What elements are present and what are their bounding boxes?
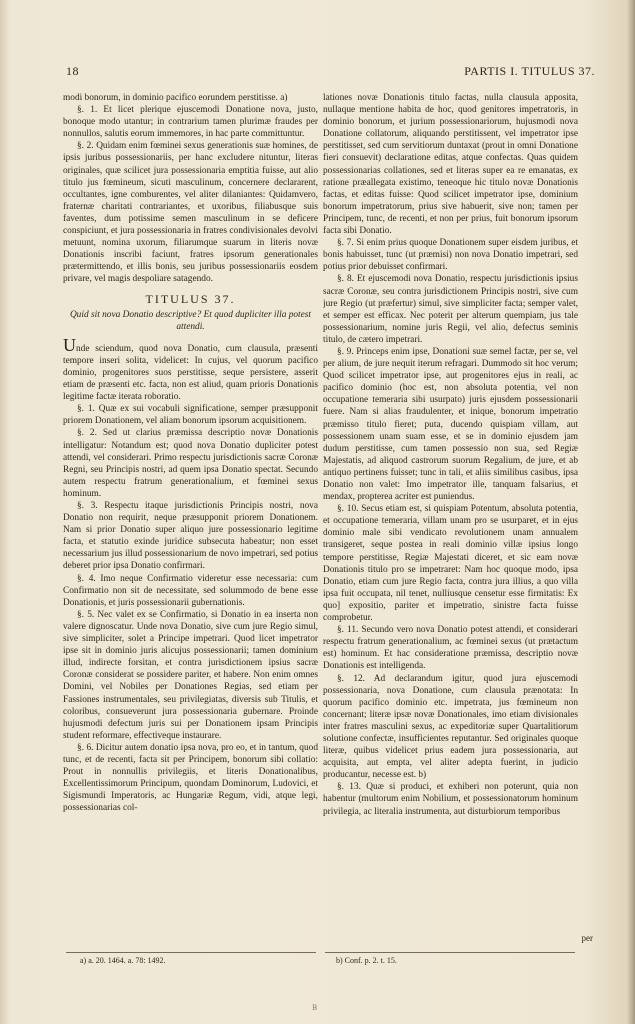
footnote-left: a) a. 20. 1464. a. 78: 1492. — [80, 956, 166, 965]
section-subtitle: Quid sit nova Donatio descriptive? Et quod dupliciter illa potest attendi. — [69, 309, 312, 332]
catchword: per — [581, 933, 593, 943]
paragraph: §. 11. Secundo vero nova Donatio potest attendi, et considerari respectu fratrum generationalium, ac fœminei sexus (ut prætactum est) hominum. Et hac consideratione præmissa, descriptio novæ Donationis est intelligenda. — [323, 625, 578, 672]
paragraph: §. 1. Et licet plerique ejuscemodi Donatione nova, justo, bonoque modo utantur; in contrarium tamen plurimæ fraudes per nonnullos, salutis eorum immemores, in hac parte committuntur. — [63, 105, 318, 140]
paragraph: §. 6. Dicitur autem donatio ipsa nova, pro eo, et in tantum, quod tunc, et de recenti, facta sit per Principem, bonorum sibi collatio: Prout in nonnullis privilegiis, et literis Donationalibus, Excellentissimorum Principum, quondam Dominorum, Ludovici, et Sigismundi Imperatoris, ac Hungariæ Regum, vidi, atque legi, possessionarias col- — [63, 742, 318, 814]
paragraph: lationes novæ Donationis titulo factas, nulla clausula apposita, nullaque mentione habita de hoc, quod genitores impetratoris, in dominio bonorum, et jurium possessionariorum, hujusmodi nova Donatione collatorum, aliquando perstitissent, vel impetrator ipse perstitisset, sed cum servitiorum duntaxat (prout in omni Donatione fieri consuevit) declaratione editas, atque confectas. Quas quidem possessionarias collationes, sed et literas super ea re emanatas, ex ratione præallegata existimo, teneoque hic titulo novæ Donationis factas, et editas fuisse: Quod scilicet impetrator ipse, dominium bonorum impetratorum, prius sive habuerit, sive non; tamen per Principem, tunc, de recenti, et non per prius, fuit bonorum ipsorum facta sibi Donatio. — [323, 93, 578, 237]
opening-paragraph — [63, 334, 318, 403]
running-title: PARTIS I. TITULUS 37. — [464, 64, 595, 78]
footnote-right: b) Conf. p. 2. t. 15. — [336, 956, 397, 965]
paragraph: modi bonorum, in dominio pacifico eorundem perstitisse. a) — [63, 93, 288, 103]
paragraph: §. 4. Imo neque Confirmatio videretur esse necessaria: cum Confirmatio non sit de necessitate, sed solummodo de bene esse Donationis, et juris possessionarii gubernationis. — [63, 573, 318, 608]
paragraph: §. 3. Respectu itaque jurisdictionis Principis nostri, nova Donatio non requirit, neque præsupponit priorem Donationem. Nam si prior Donatio super aliquo jure possessionario legitime facta, et statutio exinde juridice subsecuta habeatur; non esset necessarium jus illud possessionarium de novo impetrari, sed potius deberet prior ipsa Donatio confirmari. — [63, 501, 318, 572]
section-title: TITULUS 37. — [145, 291, 236, 306]
page-edge-shadow — [627, 0, 635, 1024]
drop-capital: U — [63, 334, 76, 355]
paragraph: §. 1. Quæ ex sui vocabuli significatione, semper præsupponit priorem Donationem, vel aliam bonorum ipsorum acquisitionem. — [63, 404, 318, 427]
paragraph: §. 2. Sed ut clarius præmissa descriptio novæ Donationis intelligatur: Notandum est; quod nova Donatio dupliciter potest attendi, vel considerari. Primo respectu jurisdictionis sacræ Coronæ Regni, seu Principis nostri, ad quem ipsa Donatio spectat. Secundo autem respectu fratrum generationalium, et fœminei sexus hominum. — [63, 428, 318, 499]
left-column — [63, 92, 318, 952]
paragraph: §. 8. Et ejuscemodi nova Donatio, respectu jurisdictionis ipsius sacræ Coronæ, seu contra jurisdictionem Principis nostri, sive cum jure Regio (ut præfertur) simul, sive simpliciter facta; semper valet, et semper est efficax. Nec poterit per alterum quempiam, jus tale possessionarium, nomine juris Regii, vel alio, defectus seminis titulo, de cætero impetrari. — [323, 274, 578, 345]
paragraph: §. 12. Ad declarandum igitur, quod jura ejuscemodi possessionaria, nova Donatione, cum clausula prænotata: In quorum pacifico dominio etc. impetrata, jus fœmineum non concernant; literæ ipsæ novæ Donationales, imo etiam divisionales inter fratres masculini sexus, ac expeditoriæ super Quartalitiorum solutione confectæ, insufficientes reputantur. Sed originales quoque literæ, quibus videlicet prius eadem jura possessionaria, aut acquisita, aut empta, vel aliter adepta fuerint, in judicio producantur, necesse est. b) — [323, 673, 578, 781]
signature-mark: B — [312, 1004, 318, 1012]
paragraph: §. 13. Quæ si produci, et exhiberi non poterunt, quia non habentur (multorum enim Nobilium, et possessionatorum hominum privilegia, ac literalia instrumenta, aut disturbiorum temporibus — [323, 782, 578, 817]
paragraph: §. 10. Secus etiam est, si quispiam Potentum, absoluta potentia, et occupatione temeraria, villam unam pro se usurparet, et in ejus dominio male sibi vendicato revolutionem unam annualem transigeret, seque postea in reali dominio villæ ipsius longo tempore perstitisse, Regiæ Majestati diceret, et sic eam novæ Donationis titulo pro se impetraret: Nam hoc quoque modo, ipsa Donatio, etiam cum jure Regio facta, contra jura illius, a quo villa ipsa fuit occupata, nil tenet, nulliusque censetur esse firmitatis: Ex quo] expositio, pariter et impetratio, sinistre facta fuisse comprobetur. — [323, 504, 578, 624]
right-column — [323, 92, 578, 952]
paragraph: §. 5. Nec valet ex se Confirmatio, si Donatio in ea inserta non valere dignoscatur. Unde nova Donatio, sive cum jure Regio simul, sive simpliciter, solet a Principe impetrari. Quod licet impetrator ipse sit in dominio juris alicujus possessionarii; tamen dominium illud, indirecte forsitan, et contra jurisdictionem ipsius sacræ Coronæ considerat se possidere pariter, et habere. Non enim omnes Domini, vel Nobiles per Donationes Regias, sed etiam per Fassiones instrumentales, seu privilegiatas, diversis sub Titulis, et coloribus, consueverunt jura possessionaria gubernare. Proinde hujusmodi defectum juris sui per Donationem ipsam Principis student reformare, effectiveque instaurare. — [63, 609, 318, 741]
running-header — [66, 64, 595, 80]
footnote-rule-right — [325, 952, 575, 953]
footnote-rule-left — [66, 952, 316, 953]
paragraph: §. 2. Quidam enim fœminei sexus generationis suæ homines, de ipsis juribus possessionariis, per hanc excludere nituntur, literas originales, quæ scilicet jura possessionaria emptitia fuisse, aut alio titulo jus fœmineum, sicuti masculinum, concernere declararent, occultantes, igne comburentes, vel aliter dilaniantes: Quidamvero, fraternæ charitati contrariantes, et uxoribus, filiabusque suis faventes, dum potissime semen masculinum in se deficere conspiciunt, et jura possessionaria in fratres condivisionales devolvi metuunt, nomina uxorum, filiarumque suarum in literis novæ Donationis inscribi faciunt, fratres ipsorum generationales prætermittendo, et illis bonis, seu juribus possessionariis eosdem privare, vel magis despoliare satagendo. — [63, 141, 318, 285]
paragraph-text: nde sciendum, quod nova Donatio, cum clausula, præsenti tempore inseri solita, videlicet: In cujus, vel quorum pacifico dominio, progenitores suos perstitisse, seque persistere, asserit etiam de præsenti etc. facta, non est aliud, quam prioris Donationis legitime factæ iterata roboratio. — [63, 343, 318, 403]
page-number: 18 — [66, 64, 79, 78]
paragraph: §. 9. Princeps enim ipse, Donationi suæ semel factæ, per se, vel per alium, de jure nequit iterum refragari. Dummodo sit hoc verum; Quod scilicet impetrator ipse, aut progenitores ejus in reali, ac pacifico dominio (hoc est, non absoluta potentia, vel non occupatione temeraria sibi usurpato) juris ejusdem possessionarii fuere. Nam si alias fraudulenter, et inique, bonorum impetratio præmisso titulo fieret; puta, ducendo quispiam villam, aut possessionem unam suam esse, et se in dominio ejusdem jam dudum perstitisse, cum tamen possessio non sua, sed Regiæ Majestatis, ad aliquod castrorum suorum Regalium, de jure, et ab antiquo pertinens fuisset; tunc in tali, et aliis similibus casibus, ipsa Donatio non valet: Imo impetrator ille, tanquam falsarius, et mendax, propterea acriter est puniendus. — [323, 346, 578, 503]
paragraph: §. 7. Si enim prius quoque Donationem super eisdem juribus, et bonis habuisset, tunc (ut præmisi) non nova Donatio impetrari, sed potius prior debuisset confirmari. — [323, 238, 578, 273]
